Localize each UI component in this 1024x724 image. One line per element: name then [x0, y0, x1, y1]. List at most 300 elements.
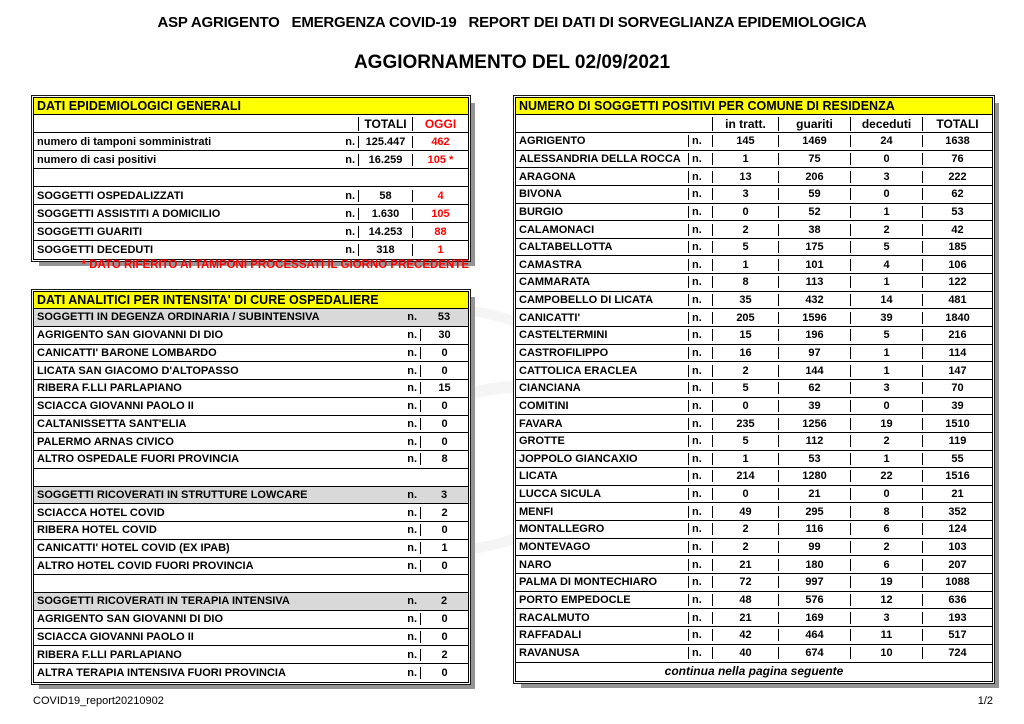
comuni-table-row — [516, 133, 992, 151]
general-table-header-row — [34, 115, 468, 133]
hospital-table-row — [34, 309, 468, 327]
n-label: n. — [407, 648, 417, 661]
row-label: PALERMO ARNAS CIVICO — [37, 435, 174, 448]
totali-value: 124 — [922, 523, 992, 535]
n-label: n. — [688, 153, 712, 165]
n-label: n. — [345, 189, 355, 202]
totali-value: 636 — [922, 594, 992, 606]
hospital-table-row — [34, 345, 468, 363]
totali-value: 62 — [922, 188, 992, 200]
row-label: RIBERA F.LLI PARLAPIANO — [37, 382, 182, 395]
totali-value: 58 — [358, 190, 412, 202]
oggi-value: 105 — [412, 208, 468, 220]
guariti-value: 53 — [778, 453, 850, 465]
totali-value: 16.259 — [358, 154, 412, 166]
n-label: n. — [407, 542, 417, 555]
count-value: 30 — [420, 329, 468, 341]
report-title: ASP AGRIGENTO EMERGENZA COVID-19 REPORT DEI DATI DI SORVEGLIANZA EPIDEMIOLOGICA — [157, 14, 867, 31]
general-table-row — [34, 205, 468, 223]
n-label: n. — [688, 259, 712, 271]
totali-value: 318 — [358, 244, 412, 256]
comuni-table-row — [516, 362, 992, 380]
n-label: n. — [688, 382, 712, 394]
totali-value: 1840 — [922, 312, 992, 324]
guariti-value: 1469 — [778, 135, 850, 147]
row-label: CALTANISSETTA SANT'ELIA — [37, 417, 187, 430]
totali-value: 724 — [922, 647, 992, 659]
in-tratt-value: 40 — [712, 647, 778, 659]
in-tratt-value: 5 — [712, 435, 778, 447]
guariti-value: 116 — [778, 523, 850, 535]
oggi-value: 4 — [412, 190, 468, 202]
in-tratt-value: 15 — [712, 329, 778, 341]
comuni-table-header-row — [516, 115, 992, 133]
in-tratt-value: 8 — [712, 276, 778, 288]
row-label: SCIACCA GIOVANNI PAOLO II — [37, 630, 194, 643]
comune-name: BURGIO — [519, 205, 563, 218]
hospital-table-row — [34, 433, 468, 451]
in-tratt-value: 16 — [712, 347, 778, 359]
comuni-table-rows — [516, 133, 992, 662]
row-label: SOGGETTI RICOVERATI IN TERAPIA INTENSIVA — [37, 595, 290, 608]
n-label: n. — [688, 188, 712, 200]
hospital-table-row — [34, 646, 468, 664]
comune-name: CALTABELLOTTA — [519, 241, 613, 254]
comune-name: ALESSANDRIA DELLA ROCCA — [519, 152, 681, 165]
guariti-value: 1280 — [778, 470, 850, 482]
hospital-table-title: DATI ANALITICI PER INTENSITA' DI CURE OSPEDALIERE — [34, 292, 468, 309]
comuni-table-row — [516, 221, 992, 239]
deceduti-value: 19 — [850, 418, 922, 430]
comune-name: ARAGONA — [519, 170, 576, 183]
comuni-table-row — [516, 186, 992, 204]
general-table-rows — [34, 133, 468, 259]
row-label: ALTRO OSPEDALE FUORI PROVINCIA — [37, 453, 240, 466]
in-tratt-value: 205 — [712, 312, 778, 324]
in-tratt-column-header: in tratt. — [712, 117, 778, 131]
n-label: n. — [688, 629, 712, 641]
in-tratt-value: 0 — [712, 206, 778, 218]
n-label: n. — [407, 400, 417, 413]
totali-value: 70 — [922, 382, 992, 394]
comune-name: NARO — [519, 558, 552, 571]
totali-value: 222 — [922, 171, 992, 183]
comune-name: PALMA DI MONTECHIARO — [519, 576, 658, 589]
n-label: n. — [688, 400, 712, 412]
comuni-table-row — [516, 627, 992, 645]
count-value: 2 — [420, 507, 468, 519]
hospital-intensity-table — [33, 291, 469, 683]
guariti-value: 39 — [778, 400, 850, 412]
in-tratt-value: 21 — [712, 559, 778, 571]
guariti-value: 99 — [778, 541, 850, 553]
hospital-table-row — [34, 398, 468, 416]
n-label: n. — [688, 347, 712, 359]
deceduti-value: 1 — [850, 365, 922, 377]
totali-value: 1510 — [922, 418, 992, 430]
comune-name: RACALMUTO — [519, 611, 590, 624]
count-value: 3 — [440, 488, 448, 501]
totali-value: 1088 — [922, 576, 992, 588]
n-label: n. — [407, 346, 417, 359]
n-label: n. — [345, 244, 355, 256]
comuni-table-row — [516, 239, 992, 257]
n-label: n. — [407, 630, 417, 643]
general-table-row — [34, 169, 468, 187]
n-label: n. — [688, 559, 712, 571]
comuni-table-row — [516, 380, 992, 398]
deceduti-value: 39 — [850, 312, 922, 324]
n-label: n. — [407, 595, 417, 608]
comuni-table-row — [516, 309, 992, 327]
n-label: n. — [407, 435, 417, 448]
oggi-value: 1 — [412, 244, 468, 256]
row-label: SCIACCA HOTEL COVID — [37, 506, 165, 519]
n-label: n. — [688, 453, 712, 465]
n-label: n. — [688, 171, 712, 183]
guariti-value: 101 — [778, 259, 850, 271]
n-label: n. — [688, 488, 712, 500]
hospital-table-row — [34, 469, 468, 487]
row-label: numero di tamponi somministrati — [37, 135, 212, 148]
n-label: n. — [407, 506, 417, 519]
in-tratt-value: 1 — [712, 153, 778, 165]
n-label: n. — [407, 364, 417, 377]
n-label: n. — [688, 435, 712, 447]
n-label: n. — [688, 365, 712, 377]
row-label: SOGGETTI RICOVERATI IN STRUTTURE LOWCARE — [37, 488, 308, 501]
n-label: n. — [345, 153, 355, 166]
totali-value: 1.630 — [358, 208, 412, 220]
count-value: 2 — [420, 649, 468, 661]
deceduti-value: 1 — [850, 206, 922, 218]
totali-value: 125.447 — [358, 136, 412, 148]
hospital-table-row — [34, 611, 468, 629]
totali-value: 42 — [922, 224, 992, 236]
totali-column-header: TOTALI — [358, 117, 412, 131]
deceduti-value: 3 — [850, 612, 922, 624]
comuni-table-row — [516, 468, 992, 486]
comune-name: CANICATTI' — [519, 311, 581, 324]
in-tratt-value: 0 — [712, 488, 778, 500]
row-label: CANICATTI' HOTEL COVID (EX IPAB) — [37, 542, 230, 555]
guariti-value: 113 — [778, 276, 850, 288]
n-label: n. — [407, 311, 417, 324]
deceduti-value: 3 — [850, 382, 922, 394]
comuni-table-row — [516, 592, 992, 610]
deceduti-value: 0 — [850, 400, 922, 412]
comuni-table-row — [516, 574, 992, 592]
n-label: n. — [688, 241, 712, 253]
hospital-table-row — [34, 522, 468, 540]
in-tratt-value: 1 — [712, 259, 778, 271]
count-value: 0 — [420, 365, 468, 377]
count-value: 15 — [420, 382, 468, 394]
totali-value: 1516 — [922, 470, 992, 482]
in-tratt-value: 5 — [712, 241, 778, 253]
n-label: n. — [688, 224, 712, 236]
guariti-value: 295 — [778, 506, 850, 518]
totali-value: 147 — [922, 365, 992, 377]
comuni-table-row — [516, 256, 992, 274]
totali-value: 106 — [922, 259, 992, 271]
document-filename: COVID19_report20210902 — [33, 695, 164, 707]
n-label: n. — [345, 225, 355, 238]
n-label: n. — [688, 418, 712, 430]
comuni-table-row — [516, 415, 992, 433]
comune-name: RAFFADALI — [519, 629, 582, 642]
guariti-value: 464 — [778, 629, 850, 641]
totali-value: 122 — [922, 276, 992, 288]
in-tratt-value: 49 — [712, 506, 778, 518]
count-value: 53 — [437, 311, 451, 324]
totali-value: 119 — [922, 435, 992, 447]
count-value: 0 — [420, 631, 468, 643]
comuni-table-row — [516, 204, 992, 222]
comune-name: JOPPOLO GIANCAXIO — [519, 452, 638, 465]
guariti-value: 1256 — [778, 418, 850, 430]
n-label: n. — [688, 506, 712, 518]
count-value: 0 — [420, 418, 468, 430]
row-label: numero di casi positivi — [37, 153, 157, 166]
guariti-value: 59 — [778, 188, 850, 200]
comuni-table-row — [516, 398, 992, 416]
totali-value: 53 — [922, 206, 992, 218]
n-label: n. — [688, 594, 712, 606]
hospital-table-row — [34, 451, 468, 469]
totali-value: 55 — [922, 453, 992, 465]
comune-name: LUCCA SICULA — [519, 488, 602, 501]
row-label: SOGGETTI OSPEDALIZZATI — [37, 189, 184, 202]
row-label: ALTRO HOTEL COVID FUORI PROVINCIA — [37, 559, 254, 572]
deceduti-value: 0 — [850, 488, 922, 500]
general-table-row — [34, 241, 468, 259]
deceduti-value: 2 — [850, 435, 922, 447]
deceduti-value: 0 — [850, 153, 922, 165]
in-tratt-value: 214 — [712, 470, 778, 482]
n-label: n. — [688, 647, 712, 659]
totali-value: 517 — [922, 629, 992, 641]
n-label: n. — [688, 470, 712, 482]
comune-name: GROTTE — [519, 435, 565, 448]
n-label: n. — [407, 613, 417, 626]
guariti-value: 62 — [778, 382, 850, 394]
hospital-table-row — [34, 362, 468, 380]
row-label: SOGGETTI IN DEGENZA ORDINARIA / SUBINTENSIVA — [37, 311, 320, 324]
comuni-table-row — [516, 327, 992, 345]
count-value: 0 — [420, 436, 468, 448]
row-label: SOGGETTI GUARITI — [37, 225, 143, 238]
comuni-table-row — [516, 539, 992, 557]
comune-name: FAVARA — [519, 417, 563, 430]
count-value: 0 — [420, 667, 468, 679]
page-number: 1/2 — [977, 695, 993, 707]
totali-value: 76 — [922, 153, 992, 165]
hospital-table-row — [34, 664, 468, 682]
comune-name: CAMPOBELLO DI LICATA — [519, 294, 654, 307]
general-epidemiological-table — [33, 97, 469, 260]
hospital-table-row — [34, 593, 468, 611]
totali-value: 216 — [922, 329, 992, 341]
in-tratt-value: 42 — [712, 629, 778, 641]
hospital-table-row — [34, 416, 468, 434]
guariti-value: 169 — [778, 612, 850, 624]
comune-name: CAMMARATA — [519, 276, 591, 289]
comune-name: CALAMONACI — [519, 223, 595, 236]
deceduti-value: 5 — [850, 241, 922, 253]
deceduti-value: 10 — [850, 647, 922, 659]
row-label: RIBERA HOTEL COVID — [37, 524, 157, 537]
hospital-table-row — [34, 558, 468, 576]
n-label: n. — [688, 541, 712, 553]
guariti-value: 112 — [778, 435, 850, 447]
comuni-table-row — [516, 345, 992, 363]
deceduti-value: 0 — [850, 188, 922, 200]
comune-name: COMITINI — [519, 399, 569, 412]
totali-value: 185 — [922, 241, 992, 253]
row-label: AGRIGENTO SAN GIOVANNI DI DIO — [37, 613, 223, 626]
count-value: 2 — [440, 595, 448, 608]
in-tratt-value: 72 — [712, 576, 778, 588]
comune-name: MONTALLEGRO — [519, 523, 605, 536]
comune-name: CASTELTERMINI — [519, 329, 608, 342]
hospital-table-row — [34, 540, 468, 558]
totali-value: 193 — [922, 612, 992, 624]
count-value: 0 — [420, 560, 468, 572]
comuni-table-row — [516, 645, 992, 663]
guariti-value: 38 — [778, 224, 850, 236]
count-value: 0 — [420, 400, 468, 412]
comune-name: MONTEVAGO — [519, 541, 591, 554]
deceduti-value: 1 — [850, 347, 922, 359]
asterisk-note: * DATO RIFERITO AI TAMPONI PROCESSATI IL GIORNO PRECEDENTE — [81, 259, 469, 271]
guariti-value: 432 — [778, 294, 850, 306]
count-value: 0 — [420, 347, 468, 359]
guariti-column-header: guariti — [778, 117, 850, 131]
deceduti-value: 6 — [850, 523, 922, 535]
general-table-row — [34, 187, 468, 205]
deceduti-value: 14 — [850, 294, 922, 306]
n-label: n. — [688, 312, 712, 324]
hospital-table-row — [34, 575, 468, 593]
guariti-value: 144 — [778, 365, 850, 377]
comune-name: PORTO EMPEDOCLE — [519, 593, 631, 606]
oggi-value: 105 * — [412, 154, 468, 166]
guariti-value: 180 — [778, 559, 850, 571]
n-label: n. — [688, 576, 712, 588]
deceduti-value: 11 — [850, 629, 922, 641]
row-label: RIBERA F.LLI PARLAPIANO — [37, 648, 182, 661]
deceduti-value: 5 — [850, 329, 922, 341]
n-label: n. — [688, 329, 712, 341]
in-tratt-value: 48 — [712, 594, 778, 606]
deceduti-value: 19 — [850, 576, 922, 588]
row-label: SOGGETTI DECEDUTI — [37, 244, 154, 256]
comuni-table-row — [516, 486, 992, 504]
count-value: 0 — [420, 524, 468, 536]
comune-name: LICATA — [519, 470, 558, 483]
deceduti-value: 8 — [850, 506, 922, 518]
totali-value: 103 — [922, 541, 992, 553]
deceduti-value: 1 — [850, 453, 922, 465]
guariti-value: 1596 — [778, 312, 850, 324]
comuni-table-row — [516, 168, 992, 186]
n-label: n. — [688, 294, 712, 306]
totali-value: 39 — [922, 400, 992, 412]
deceduti-value: 24 — [850, 135, 922, 147]
in-tratt-value: 2 — [712, 365, 778, 377]
comuni-table-title: NUMERO DI SOGGETTI POSITIVI PER COMUNE DI RESIDENZA — [516, 98, 992, 115]
n-label: n. — [688, 276, 712, 288]
n-label: n. — [407, 666, 417, 679]
oggi-column-header: OGGI — [412, 117, 468, 131]
n-label: n. — [407, 329, 417, 342]
comuni-table-row — [516, 451, 992, 469]
totali-column-header: TOTALI — [922, 117, 992, 131]
deceduti-value: 4 — [850, 259, 922, 271]
n-label: n. — [688, 135, 712, 147]
hospital-table-row — [34, 629, 468, 647]
in-tratt-value: 21 — [712, 612, 778, 624]
row-label: AGRIGENTO SAN GIOVANNI DI DIO — [37, 329, 223, 342]
totali-value: 481 — [922, 294, 992, 306]
in-tratt-value: 0 — [712, 400, 778, 412]
oggi-value: 88 — [412, 226, 468, 238]
comune-name: CASTROFILIPPO — [519, 347, 609, 359]
totali-value: 14.253 — [358, 226, 412, 238]
guariti-value: 75 — [778, 153, 850, 165]
totali-value: 21 — [922, 488, 992, 500]
row-label: SOGGETTI ASSISTITI A DOMICILIO — [37, 207, 221, 220]
in-tratt-value: 1 — [712, 453, 778, 465]
row-label: CANICATTI' BARONE LOMBARDO — [37, 346, 217, 359]
comune-name: CIANCIANA — [519, 382, 581, 395]
in-tratt-value: 2 — [712, 224, 778, 236]
hospital-table-row — [34, 504, 468, 522]
guariti-value: 206 — [778, 171, 850, 183]
totali-value: 207 — [922, 559, 992, 571]
n-label: n. — [407, 417, 417, 430]
comuni-table-row — [516, 151, 992, 169]
guariti-value: 175 — [778, 241, 850, 253]
guariti-value: 576 — [778, 594, 850, 606]
general-table-title: DATI EPIDEMIOLOGICI GENERALI — [34, 98, 468, 115]
guariti-value: 52 — [778, 206, 850, 218]
n-label: n. — [345, 207, 355, 220]
deceduti-value: 6 — [850, 559, 922, 571]
in-tratt-value: 5 — [712, 382, 778, 394]
comune-name: RAVANUSA — [519, 647, 580, 660]
in-tratt-value: 3 — [712, 188, 778, 200]
comune-name: BIVONA — [519, 188, 562, 201]
general-table-row — [34, 223, 468, 241]
n-label: n. — [407, 382, 417, 395]
comuni-table-continuation-note: continua nella pagina seguente — [516, 662, 992, 681]
comune-name: MENFI — [519, 505, 554, 518]
comune-name: CATTOLICA ERACLEA — [519, 364, 638, 377]
hospital-table-rows — [34, 309, 468, 682]
comuni-table-row — [516, 609, 992, 627]
totali-value: 352 — [922, 506, 992, 518]
comuni-table-row — [516, 556, 992, 574]
deceduti-column-header: deceduti — [850, 117, 922, 131]
comune-name: AGRIGENTO — [519, 135, 586, 148]
guariti-value: 97 — [778, 347, 850, 359]
deceduti-value: 3 — [850, 171, 922, 183]
deceduti-value: 12 — [850, 594, 922, 606]
n-label: n. — [407, 559, 417, 572]
hospital-table-row — [34, 327, 468, 345]
